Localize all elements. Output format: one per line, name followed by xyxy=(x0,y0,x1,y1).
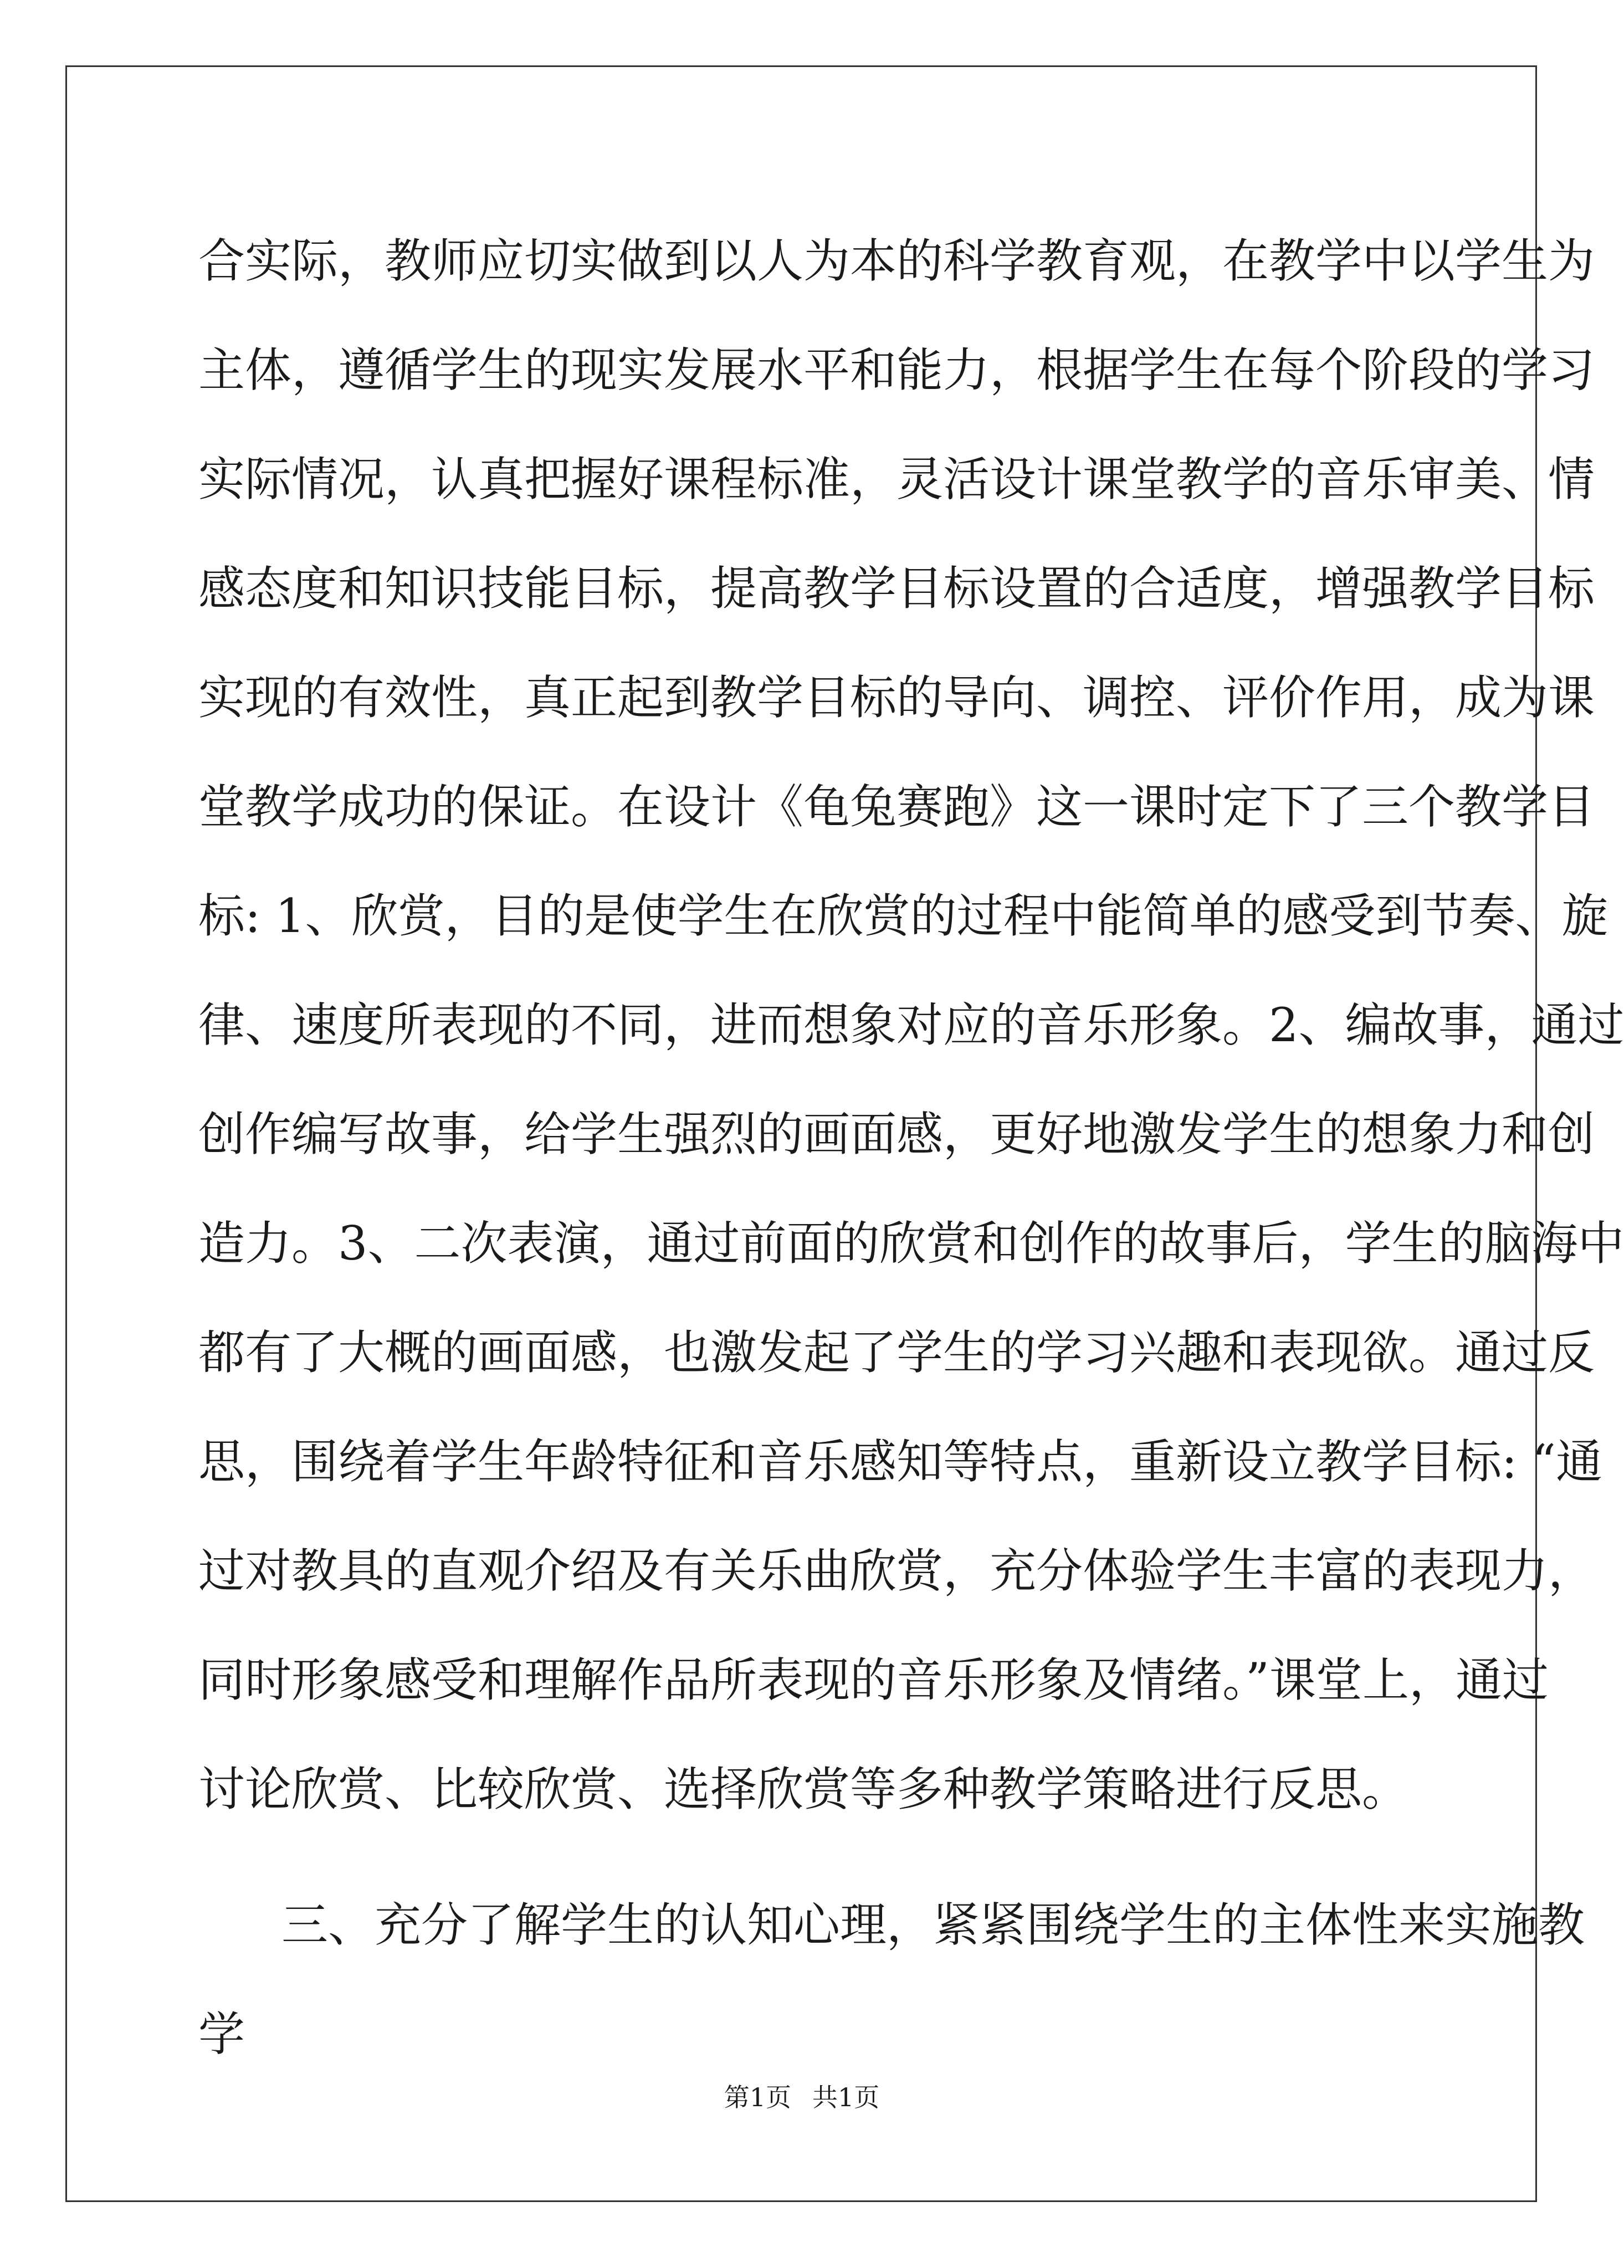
page-total: 共1页 xyxy=(812,2082,880,2112)
text-line: 律、速度所表现的不同，进而想象对应的音乐形象。2、编故事，通过 xyxy=(198,998,1624,1052)
text-line: 造力。3、二次表演，通过前面的欣赏和创作的故事后，学生的脑海中 xyxy=(198,1216,1624,1271)
text-line: 实际情况，认真把握好课程标准，灵活设计课堂教学的音乐审美、情 xyxy=(198,452,1595,506)
paragraph-spacer xyxy=(198,1844,1415,1871)
page-number: 第1页 xyxy=(724,2082,791,2112)
text-line: 堂教学成功的保证。在设计《龟兔赛跑》这一课时定下了三个教学目 xyxy=(198,780,1595,834)
page-footer xyxy=(0,2081,1603,2114)
text-line: 感态度和知识技能目标，提高教学目标设置的合适度，增强教学目标 xyxy=(198,561,1595,616)
text-line: 讨论欣赏、比较欣赏、选择欣赏等多种教学策略进行反思。 xyxy=(198,1762,1409,1816)
text-line: 标: 1、欣赏，目的是使学生在欣赏的过程中能简单的感受到节奏、旋 xyxy=(198,889,1608,943)
text-line: 主体，遵循学生的现实发展水平和能力，根据学生在每个阶段的学习 xyxy=(198,343,1595,397)
text-line: 同时形象感受和理解作品所表现的音乐形象及情绪。”课堂上，通过 xyxy=(198,1653,1549,1707)
text-line: 都有了大概的画面感，也激发起了学生的学习兴趣和表现欲。通过反 xyxy=(198,1325,1595,1380)
document-body xyxy=(198,207,1624,2089)
text-line: 合实际，教师应切实做到以人为本的科学教育观，在教学中以学生为 xyxy=(198,234,1595,288)
section-heading-line: 三、充分了解学生的认知心理，紧紧围绕学生的主体性来实施教 xyxy=(281,1898,1585,1952)
text-line: 思，围绕着学生年龄特征和音乐感知等特点，重新设立教学目标: “通 xyxy=(198,1435,1602,1489)
text-line: 实现的有效性，真正起到教学目标的导向、调控、评价作用，成为课 xyxy=(198,670,1595,725)
text-line: 过对教具的直观介绍及有关乐曲欣赏，充分体验学生丰富的表现力， xyxy=(198,1544,1595,1598)
text-line: 创作编写故事，给学生强烈的画面感，更好地激发学生的想象力和创 xyxy=(198,1107,1595,1161)
section-heading-line: 学 xyxy=(198,2007,245,2061)
